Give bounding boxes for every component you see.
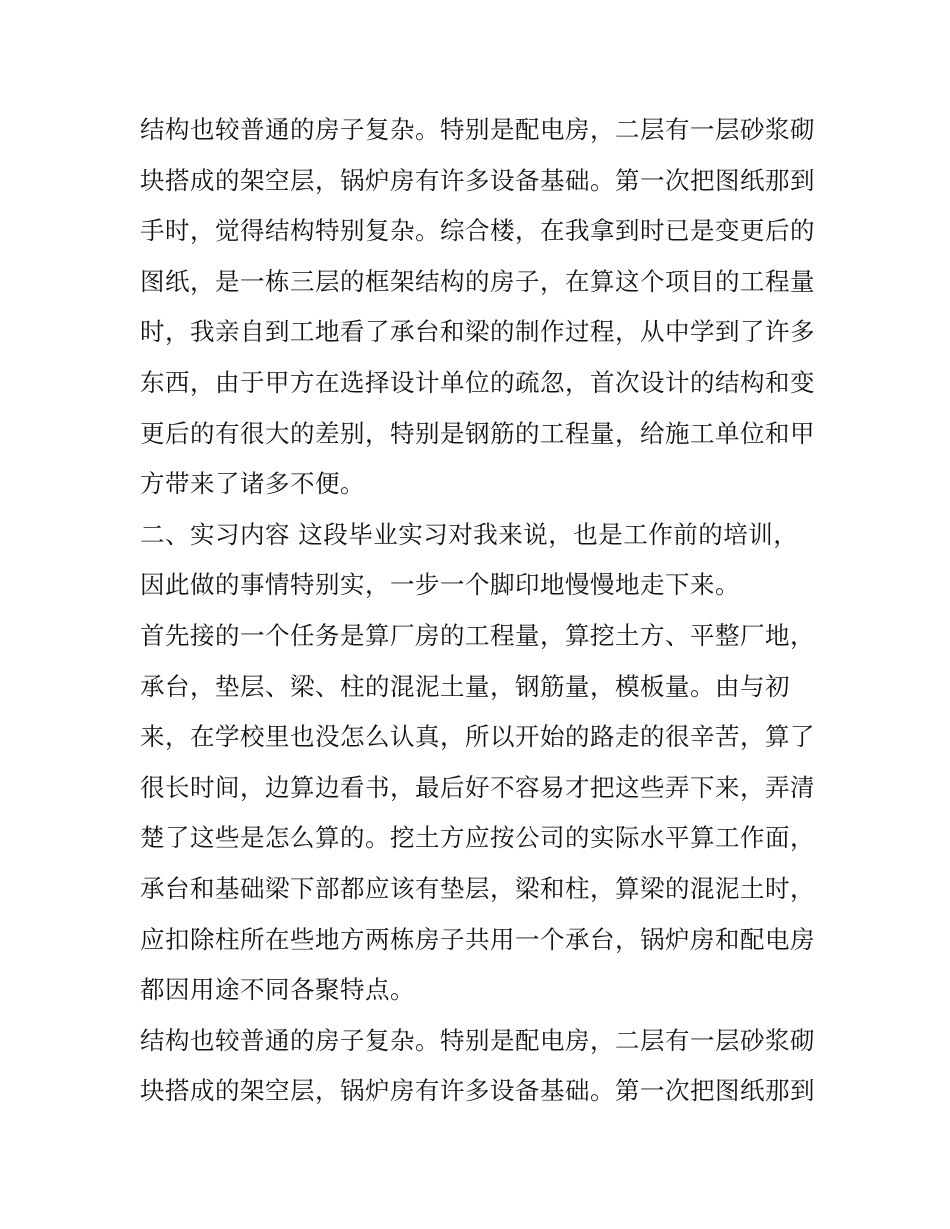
text-line: 东西，由于甲方在选择设计单位的疏忽，首次设计的结构和变 <box>140 367 815 397</box>
text-line: 首先接的一个任务是算厂房的工程量，算挖土方、平整厂地， <box>140 620 815 650</box>
text-line: 承台，垫层、梁、柱的混泥土量，钢筋量，模板量。由与初 <box>140 671 790 701</box>
text-line: 方带来了诸多不便。 <box>140 469 365 499</box>
text-line: 很长时间，边算边看书，最后好不容易才把这些弄下来，弄清 <box>140 772 815 802</box>
text-line: 来，在学校里也没怎么认真，所以开始的路走的很辛苦，算了 <box>140 722 815 752</box>
text-line: 图纸，是一栋三层的框架结构的房子，在算这个项目的工程量 <box>140 266 815 296</box>
text-line: 时，我亲自到工地看了承台和梁的制作过程，从中学到了许多 <box>140 317 815 347</box>
section-heading-line: 二、实习内容 这段毕业实习对我来说，也是工作前的培训， <box>140 519 799 549</box>
text-line: 结构也较普通的房子复杂。特别是配电房，二层有一层砂浆砌 <box>140 115 815 144</box>
text-line: 手时，觉得结构特别复杂。综合楼，在我拿到时已是变更后的 <box>140 216 815 246</box>
text-line: 块搭成的架空层，锅炉房有许多设备基础。第一次把图纸那到 <box>140 1076 815 1106</box>
text-line: 因此做的事情特别实，一步一个脚印地慢慢地走下来。 <box>140 570 740 600</box>
text-line: 都因用途不同各聚特点。 <box>140 975 415 1005</box>
text-line: 应扣除柱所在些地方两栋房子共用一个承台，锅炉房和配电房 <box>140 924 815 954</box>
body-text <box>140 105 820 1117</box>
text-line: 块搭成的架空层，锅炉房有许多设备基础。第一次把图纸那到 <box>140 165 815 195</box>
text-line: 更后的有很大的差别，特别是钢筋的工程量，给施工单位和甲 <box>140 418 815 448</box>
text-line: 结构也较普通的房子复杂。特别是配电房，二层有一层砂浆砌 <box>140 1025 815 1055</box>
text-line: 承台和基础梁下部都应该有垫层，梁和柱，算梁的混泥土时， <box>140 873 815 903</box>
text-line: 楚了这些是怎么算的。挖土方应按公司的实际水平算工作面， <box>140 823 815 853</box>
